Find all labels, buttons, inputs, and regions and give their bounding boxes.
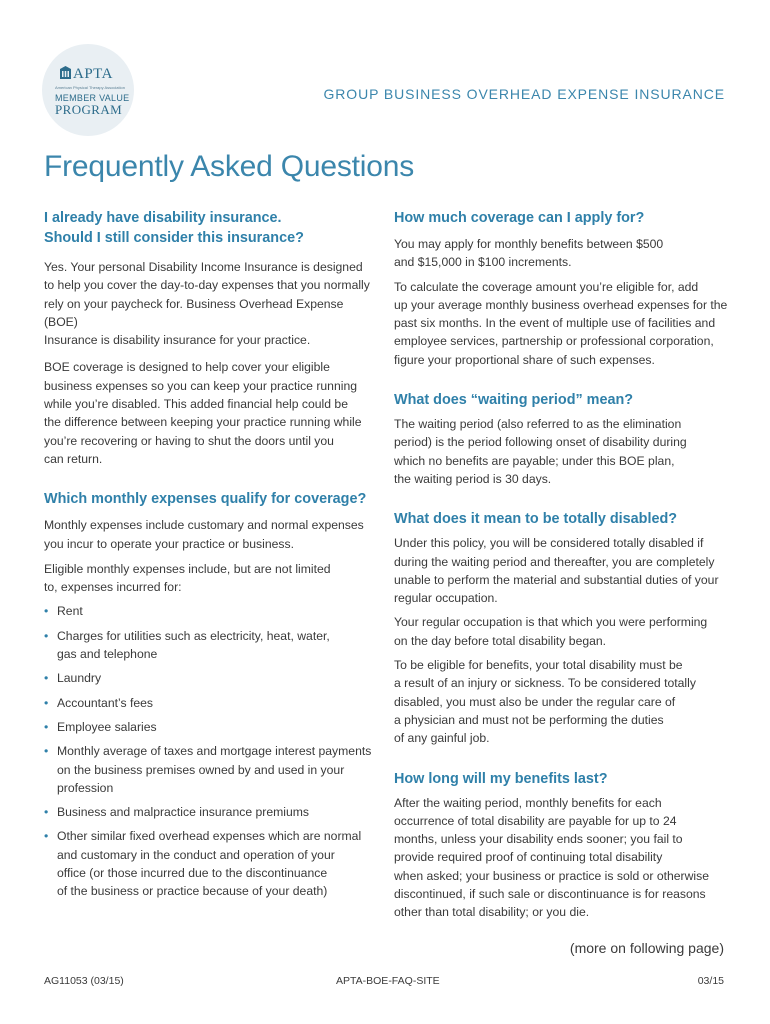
list-item: • Charges for utilities such as electricity, heat, water, gas and telephone [44, 628, 330, 662]
question-benefit-duration: How long will my benefits last? [394, 770, 608, 787]
answer-paragraph: After the waiting period, monthly benefits for each occurrence of total disability are payable for up to 24 months, unless your disability ends sooner; you fail to provide required proof of continuing total disability when asked; your business or practice is sold or otherwise discontinued, if such sale or discontinuance is for reasons other than total disability; or you die. [394, 795, 709, 920]
right-column [394, 208, 728, 922]
list-item: • Accountant’s fees [44, 695, 153, 710]
expense-list [44, 602, 378, 900]
list-item: • Employee salaries [44, 719, 157, 734]
answer-paragraph: You may apply for monthly benefits between $500 and $15,000 in $100 increments. [394, 237, 664, 270]
continued-note: (more on following page) [569, 940, 724, 956]
apta-logo [60, 66, 113, 83]
answer-paragraph: Monthly expenses include customary and normal expenses you incur to operate your practice or business. [44, 518, 364, 551]
footer-date: 03/15 [697, 975, 724, 987]
site-code: APTA-BOE-FAQ-SITE [336, 975, 440, 987]
logo-brand-text: APTA [73, 66, 113, 82]
answer-paragraph: Yes. Your personal Disability Income Insurance is designed to help you cover the day-to-day expenses that you normally rely on your paycheck for. Business Overhead Expense (BOE) Insurance is disability insurance for your practice. [44, 260, 370, 348]
answer-paragraph: BOE coverage is designed to help cover your eligible business expenses so you can keep your practice running while you’re disabled. This added financial help could be the difference between keeping your practice running while you’re recovering or having to shut the doors until you can return. [44, 360, 362, 466]
answer-paragraph: To be eligible for benefits, your total disability must be a result of an injury or sickness. To be considered totally disabled, you must also be under the regular care of a physician and must not be performing the duties of any gainful job. [394, 658, 696, 746]
list-item: • Monthly average of taxes and mortgage interest payments on the business premises owned by and used in your profession [44, 744, 372, 795]
answer-paragraph: To calculate the coverage amount you’re eligible for, add up your average monthly business overhead expenses for the past six months. In the event of multiple use of facilities and employee services, partnership or professional corporation, figure your proportional share of such expenses. [394, 279, 728, 367]
answer-paragraph: Eligible monthly expenses include, but are not limited to, expenses incurred for: [44, 561, 331, 595]
logo-program: PROGRAM [55, 102, 123, 117]
form-number: AG11053 (03/15) [44, 975, 124, 987]
left-column [44, 208, 378, 901]
question-coverage-amount: How much coverage can I apply for? [394, 210, 645, 226]
question-monthly-expenses: Which monthly expenses qualify for coverage? [44, 491, 367, 508]
building-icon [60, 66, 71, 79]
answer-paragraph: Your regular occupation is that which you were performing on the day before total disability began. [394, 615, 708, 648]
logo-badge [42, 44, 134, 136]
question-waiting-period: What does “waiting period” mean? [394, 392, 634, 409]
list-item: • Rent [44, 604, 83, 619]
answer-paragraph: The waiting period (also referred to as the elimination period) is the period following onset of disability during which no benefits are payable; under this BOE plan, the waiting period is 30 days. [394, 417, 687, 486]
list-item: • Laundry [44, 671, 102, 686]
question-disability-insurance: I already have disability insurance. Should I still consider this insurance? [44, 210, 304, 246]
answer-paragraph: Under this policy, you will be considered totally disabled if during the waiting period and thereafter, you are completely unable to perform the material and substantial duties of your regular occupation. [394, 536, 719, 606]
document-title: GROUP BUSINESS OVERHEAD EXPENSE INSURANCE [323, 86, 725, 102]
list-item: • Other similar fixed overhead expenses which are normal and customary in the conduct and operation of your office (or those incurred due to the discontinuance of the business or practice because of your death) [44, 829, 362, 899]
page-title: Frequently Asked Questions [44, 150, 415, 183]
question-totally-disabled: What does it mean to be totally disabled? [394, 511, 678, 528]
list-item: • Business and malpractice insurance premiums [44, 805, 309, 820]
logo-member-value: MEMBER VALUE [55, 93, 130, 103]
logo-subtitle: American Physical Therapy Association [55, 85, 125, 90]
